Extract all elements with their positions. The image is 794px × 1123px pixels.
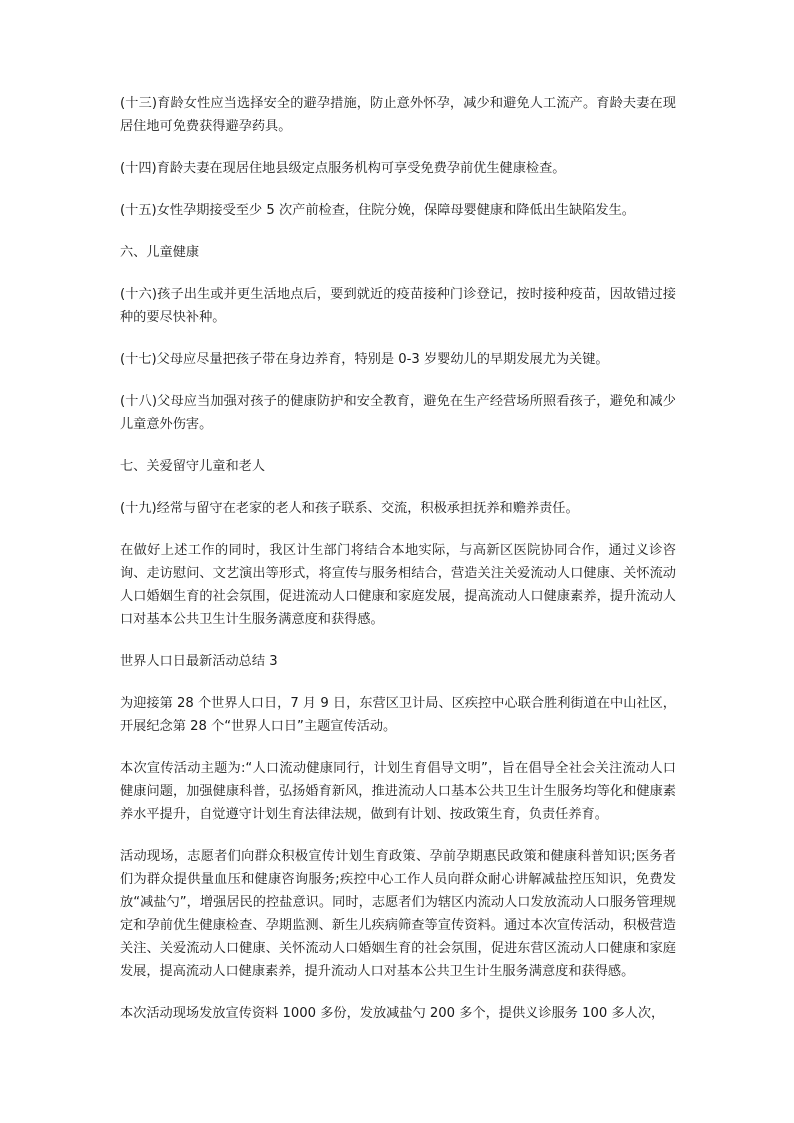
paragraph-item-13: (十三)育龄女性应当选择安全的避孕措施，防止意外怀孕，减少和避免人工流产。育龄夫妻在现居住地可免费获得避孕药具。 bbox=[120, 96, 676, 134]
section-heading-child-health: 六、儿童健康 bbox=[120, 245, 200, 260]
article-title-summary-3: 世界人口日最新活动总结 3 bbox=[120, 654, 278, 669]
document-page bbox=[120, 92, 676, 1044]
paragraph-event-activities: 活动现场，志愿者们向群众积极宣传计划生育政策、孕前孕期惠民政策和健康科普知识;医务者们为群众提供量血压和健康咨询服务;疾控中心工作人员向群众耐心讲解减盐控压知识，免费发放“减盐勺”，增强居民的控盐意识。同时，志愿者们为辖区内流动人口发放流动人口服务管理规定和孕前优生健康检查、孕期监测、新生儿疾病筛查等宣传资料。通过本次宣传活动，积极营造关注、关爱流动人口健康、关怀流动人口婚姻生育的社会氛围，促进东营区流动人口健康和家庭发展，提高流动人口健康素养，提升流动人口对基本公共卫生计生服务满意度和获得感。 bbox=[120, 849, 676, 979]
paragraph-item-16: (十六)孩子出生或并更生活地点后，要到就近的疫苗接种门诊登记，按时接种疫苗，因故错过接种的要尽快补种。 bbox=[120, 287, 676, 325]
paragraph-item-17: (十七)父母应尽量把孩子带在身边养育，特别是 0-3 岁婴幼儿的早期发展尤为关键。 bbox=[120, 352, 609, 367]
section-heading-left-behind-care: 七、关爱留守儿童和老人 bbox=[120, 459, 266, 474]
paragraph-item-14: (十四)育龄夫妻在现居住地县级定点服务机构可享受免费孕前优生健康检查。 bbox=[120, 161, 566, 176]
paragraph-event-intro: 为迎接第 28 个世界人口日，7 月 9 日，东营区卫计局、区疾控中心联合胜利街道在中山社区，开展纪念第 28 个“世界人口日”主题宣传活动。 bbox=[120, 696, 676, 734]
paragraph-item-18: (十八)父母应当加强对孩子的健康防护和安全教育，避免在生产经营场所照看孩子，避免和减少儿童意外伤害。 bbox=[120, 394, 676, 432]
paragraph-event-theme: 本次宣传活动主题为:“人口流动健康同行，计划生育倡导文明”，旨在倡导全社会关注流动人口健康问题，加强健康科普，弘扬婚育新风，推进流动人口基本公共卫生计生服务均等化和健康素养水平提升，自觉遵守计划生育法律法规，做到有计划、按政策生育，负责任养育。 bbox=[120, 761, 676, 822]
paragraph-summary: 在做好上述工作的同时，我区计生部门将结合本地实际，与高新区医院协同合作，通过义诊咨询、走访慰问、文艺演出等形式，将宣传与服务相结合，营造关注关爱流动人口健康、关怀流动人口婚姻生育的社会氛围，促进流动人口健康和家庭发展，提高流动人口健康素养，提升流动人口对基本公共卫生计生服务满意度和获得感。 bbox=[120, 543, 676, 627]
paragraph-event-results: 本次活动现场发放宣传资料 1000 多份，发放减盐勺 200 多个，提供义诊服务 100 多人次， bbox=[120, 1006, 665, 1021]
paragraph-item-15: (十五)女性孕期接受至少 5 次产前检查，住院分娩，保障母婴健康和降低出生缺陷发生。 bbox=[120, 203, 635, 218]
paragraph-item-19: (十九)经常与留守在老家的老人和孩子联系、交流，积极承担抚养和赡养责任。 bbox=[120, 501, 579, 516]
